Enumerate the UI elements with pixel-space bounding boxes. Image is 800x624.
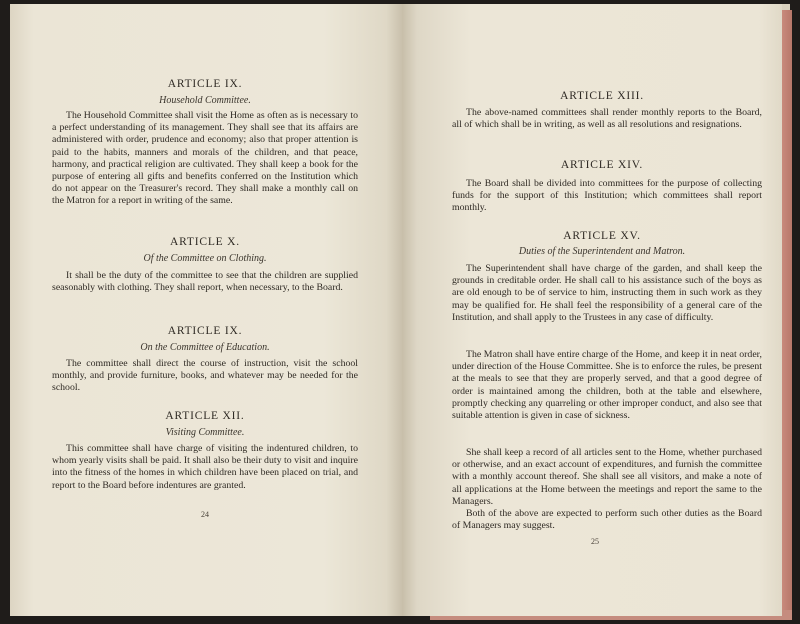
article-paragraph: The Superintendent shall have charge of the garden, and shall keep the grounds in creditable order. He shall call to his assistance such of the boys as are old enough to be of service to him, instructing them in such work as they may be qualified for. He shall feel the responsibility of a general care of the Institution, and shall apply to the Trustees in any case of difficulty. [452, 263, 762, 323]
article-subheading: On the Committee of Education. [140, 342, 270, 353]
article-heading: ARTICLE XV. [563, 230, 641, 242]
article-subheading: Duties of the Superintendent and Matron. [518, 246, 686, 257]
pink-cover-edge [782, 10, 792, 616]
article-heading: ARTICLE IX. [167, 325, 243, 337]
article-paragraph: This committee shall have charge of visiting the indentured children, to whom yearly visits shall be paid. It shall also be their duty to visit and inquire into the fitness of the homes in which children have been placed on trial, and report to the Board before indentures are granted. [52, 443, 358, 491]
open-book [10, 4, 790, 616]
left-page [10, 4, 402, 616]
article-heading: ARTICLE X. [170, 236, 240, 248]
article-heading: ARTICLE IX. [167, 78, 243, 90]
article-paragraph: The Board shall be divided into committees for the purpose of collecting funds for the support of this Institution; which committees shall report monthly. [452, 178, 762, 214]
article-subheading: Household Committee. [159, 95, 251, 106]
article-paragraph: The Household Committee shall visit the Home as often as is necessary to a perfect understanding of its management. They shall see that its affairs are administered with order, prudence and economy; also that proper attention is paid to the habits, manners and morals of the children, and that peace, harmony, and practical religion are cultivated. They shall keep a book for the purpose of entering all gifts and benefits conferred on the Institution which do not appear on the Treasurer's record. They shall make a monthly call on the Matron for a report in writing of the same. [52, 110, 358, 207]
article-paragraph: The committee shall direct the course of instruction, visit the school monthly, and provide furniture, books, and whatever may be needed for the school. [52, 358, 358, 394]
page-number: 24 [201, 510, 209, 519]
article-heading: ARTICLE XIV. [560, 159, 644, 171]
article-heading: ARTICLE XII. [165, 410, 245, 422]
article-paragraph: The above-named committees shall render monthly reports to the Board, all of which shall be in writing, as well as all resolutions and resignations. [452, 107, 762, 131]
article-subheading: Of the Committee on Clothing. [143, 253, 267, 264]
article-paragraph: She shall keep a record of all articles sent to the Home, whether purchased or otherwise, and an exact account of expenditures, and furnish the committee with a monthly account thereof. She shall see all visitors, and make a note of all applications at the Home between the meetings and report the same to the Managers. [452, 447, 762, 507]
article-paragraph: Both of the above are expected to perform such other duties as the Board of Managers may suggest. [452, 508, 762, 532]
article-heading: ARTICLE XIII. [560, 90, 644, 102]
article-paragraph: The Matron shall have entire charge of the Home, and keep it in neat order, under direction of the House Committee. She is to enforce the rules, be present at the meals to see that they are properly served, and that a good degree of order is maintained among the children, both at the table and elsewhere, promptly checking any quarreling or other improper conduct, and also see that suitable attention is given in case of sickness. [452, 349, 762, 422]
article-paragraph: It shall be the duty of the committee to see that the children are supplied seasonably with clothing. They shall report, when necessary, to the Board. [52, 270, 358, 294]
right-page [402, 4, 782, 616]
article-subheading: Visiting Committee. [165, 427, 245, 438]
page-number: 25 [591, 537, 599, 546]
